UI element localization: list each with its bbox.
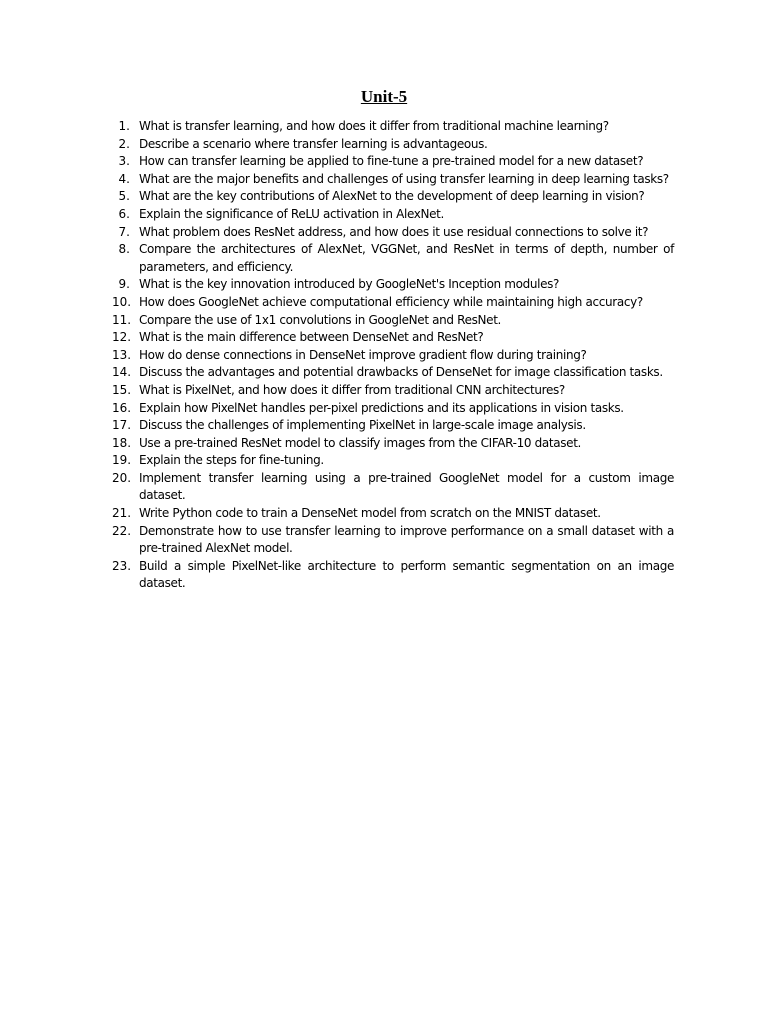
question-number: 22. xyxy=(112,523,132,538)
question-item xyxy=(112,523,674,558)
question-number: 2. xyxy=(118,136,130,151)
question-item xyxy=(112,417,674,435)
question-item xyxy=(112,206,674,224)
question-item xyxy=(112,400,674,418)
question-item xyxy=(112,118,674,136)
question-text: Explain the steps for fine-tuning. xyxy=(139,453,324,468)
question-text: Discuss the challenges of implementing PixelNet in large-scale image analysis. xyxy=(139,418,586,433)
question-number: 17. xyxy=(112,418,132,433)
question-number: 5. xyxy=(118,189,130,204)
question-number: 1. xyxy=(118,119,130,133)
question-item xyxy=(112,558,674,593)
question-text: Build a simple PixelNet-like architecture to perform semantic segmentation on an image dataset. xyxy=(139,558,674,591)
question-number: 21. xyxy=(112,506,132,521)
question-text: Implement transfer learning using a pre-trained GoogleNet model for a custom image dataset. xyxy=(139,470,674,503)
question-text: Write Python code to train a DenseNet model from scratch on the MNIST dataset. xyxy=(139,506,601,521)
question-item xyxy=(112,364,674,382)
question-text: How do dense connections in DenseNet improve gradient flow during training? xyxy=(139,347,587,362)
question-number: 19. xyxy=(112,453,132,468)
question-text: What problem does ResNet address, and how does it use residual connections to solve it? xyxy=(139,224,649,239)
question-number: 23. xyxy=(112,558,132,573)
question-number: 8. xyxy=(118,242,130,257)
question-item xyxy=(112,294,674,312)
question-item xyxy=(112,136,674,154)
question-item xyxy=(112,171,674,189)
question-number: 6. xyxy=(118,206,130,221)
question-item xyxy=(112,347,674,365)
question-item xyxy=(112,312,674,330)
question-list xyxy=(112,118,674,593)
question-text: Demonstrate how to use transfer learning to improve performance on a small dataset with a pre-trained AlexNet model. xyxy=(139,523,674,556)
question-number: 3. xyxy=(118,154,130,169)
question-item xyxy=(112,505,674,523)
page-title: Unit-5 xyxy=(360,87,408,106)
question-item xyxy=(112,470,674,505)
question-number: 20. xyxy=(112,470,132,485)
question-text: How can transfer learning be applied to fine-tune a pre-trained model for a new dataset? xyxy=(139,154,644,169)
question-number: 4. xyxy=(118,171,130,186)
question-number: 16. xyxy=(112,400,132,415)
question-number: 11. xyxy=(112,312,132,327)
question-text: What are the key contributions of AlexNet to the development of deep learning in vision? xyxy=(139,189,645,204)
question-text: Explain how PixelNet handles per-pixel predictions and its applications in vision tasks. xyxy=(139,400,624,415)
question-text: Explain the significance of ReLU activation in AlexNet. xyxy=(139,206,444,221)
question-item xyxy=(112,224,674,242)
question-text: What is transfer learning, and how does it differ from traditional machine learning? xyxy=(139,119,609,133)
question-text: How does GoogleNet achieve computational efficiency while maintaining high accuracy? xyxy=(139,294,643,309)
question-text: Compare the use of 1x1 convolutions in GoogleNet and ResNet. xyxy=(139,312,502,327)
question-text: Compare the architectures of AlexNet, VGGNet, and ResNet in terms of depth, number of parameters, and efficiency. xyxy=(139,242,674,274)
question-text: What is the main difference between DenseNet and ResNet? xyxy=(139,330,484,345)
question-item xyxy=(112,452,674,470)
question-number: 7. xyxy=(118,224,130,239)
question-number: 15. xyxy=(112,382,132,397)
question-item xyxy=(112,435,674,453)
question-number: 10. xyxy=(112,294,132,309)
question-number: 14. xyxy=(112,365,132,380)
question-text: What are the major benefits and challenges of using transfer learning in deep learning tasks? xyxy=(139,171,669,186)
question-number: 9. xyxy=(118,277,130,292)
question-number: 12. xyxy=(112,330,132,345)
question-item xyxy=(112,153,674,171)
question-item xyxy=(112,382,674,400)
question-text: What is PixelNet, and how does it differ from traditional CNN architectures? xyxy=(139,382,565,397)
question-item xyxy=(112,188,674,206)
question-item xyxy=(112,276,674,294)
question-number: 18. xyxy=(112,435,132,450)
question-text: Use a pre-trained ResNet model to classify images from the CIFAR-10 dataset. xyxy=(139,435,582,450)
question-text: What is the key innovation introduced by GoogleNet's Inception modules? xyxy=(139,277,560,292)
question-item xyxy=(112,329,674,347)
question-text: Discuss the advantages and potential drawbacks of DenseNet for image classification tasks. xyxy=(139,365,663,380)
question-item xyxy=(112,241,674,276)
question-text: Describe a scenario where transfer learning is advantageous. xyxy=(139,136,488,151)
question-number: 13. xyxy=(112,347,132,362)
